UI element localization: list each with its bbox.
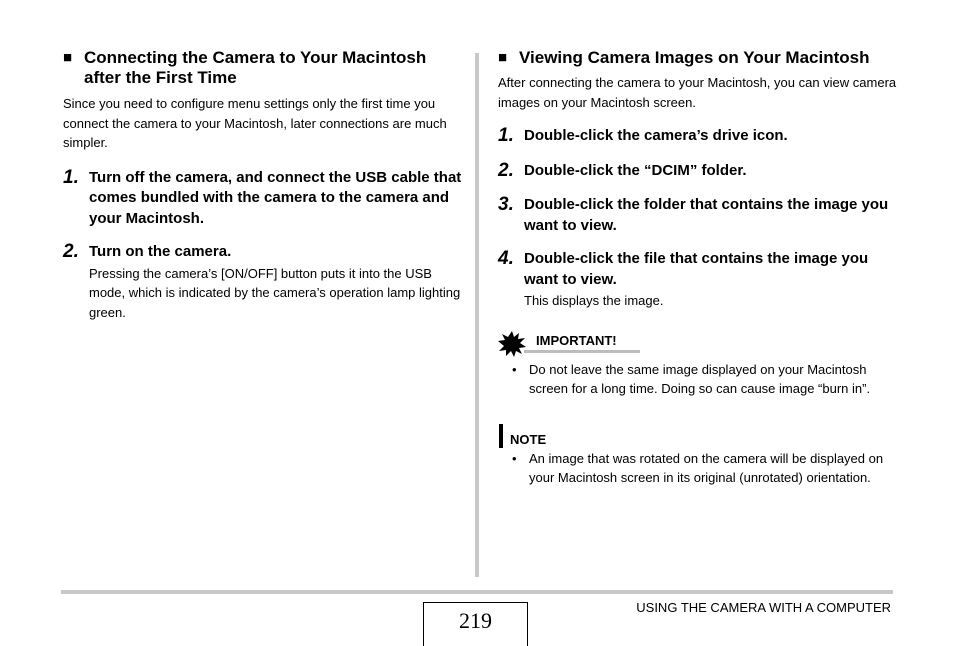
step-title: Double-click the camera’s drive icon. (524, 127, 788, 144)
right-heading-text: Viewing Camera Images on Your Macintosh (519, 48, 870, 67)
step-title: Double-click the “DCIM” folder. (524, 161, 747, 179)
important-item (498, 360, 898, 399)
note-label: NOTE (510, 431, 547, 447)
right-step-2 (498, 161, 898, 182)
step-number: 1. (498, 125, 514, 146)
step-title: Turn off the camera, and connect the USB cable that comes bundled with the camera to the camera and your Macintosh. (89, 168, 462, 227)
important-label: IMPORTANT! (536, 332, 617, 348)
step-title: Turn on the camera. (89, 243, 232, 260)
important-underline (524, 350, 640, 353)
note-heading (498, 424, 898, 448)
step-number: 4. (498, 248, 514, 269)
right-step-1 (498, 126, 898, 147)
left-step-1 (63, 168, 463, 230)
left-column (63, 48, 463, 322)
left-step-2 (63, 242, 463, 322)
column-divider (475, 53, 479, 577)
note-item (498, 449, 898, 488)
step-body: Pressing the camera’s [ON/OFF] button puts it into the USB mode, which is indicated by the camera’s operation lamp lighting green. (89, 265, 461, 320)
footer-rule (61, 590, 893, 594)
page-number: 219 (423, 602, 528, 646)
step-number: 3. (498, 194, 514, 215)
right-intro: After connecting the camera to your Macintosh, you can view camera images on your Macintosh screen. (498, 75, 897, 110)
starburst-icon (498, 331, 526, 357)
step-body: This displays the image. (524, 293, 664, 308)
note-bar-icon (499, 424, 503, 448)
step-title: Double-click the file that contains the image you want to view. (524, 250, 869, 288)
step-number: 1. (63, 166, 79, 188)
left-intro: Since you need to configure menu settings only the first time you connect the camera to your Macintosh, later connections are much simpler. (63, 96, 447, 150)
right-section-heading (498, 48, 898, 68)
step-number: 2. (63, 241, 79, 262)
important-item-text: Do not leave the same image displayed on your Macintosh screen for a long time. Doing so can cause image “burn in”. (529, 361, 871, 396)
right-step-3 (498, 195, 898, 236)
section-marker-icon: ■ (498, 49, 508, 66)
section-marker-icon: ■ (63, 49, 73, 66)
right-column (498, 48, 898, 488)
footer-section-title: USING THE CAMERA WITH A COMPUTER (636, 600, 891, 615)
note-item-text: An image that was rotated on the camera will be displayed on your Macintosh screen in its original (unrotated) orientation. (529, 450, 884, 485)
bullet-icon: • (512, 450, 517, 466)
step-title: Double-click the folder that contains the image you want to view. (524, 196, 889, 234)
left-section-heading (63, 48, 463, 88)
important-heading (498, 331, 898, 357)
bullet-icon: • (512, 361, 517, 377)
right-step-4 (498, 249, 898, 311)
left-heading-text: Connecting the Camera to Your Macintosh after the First Time (84, 48, 427, 87)
step-number: 2. (498, 159, 514, 181)
